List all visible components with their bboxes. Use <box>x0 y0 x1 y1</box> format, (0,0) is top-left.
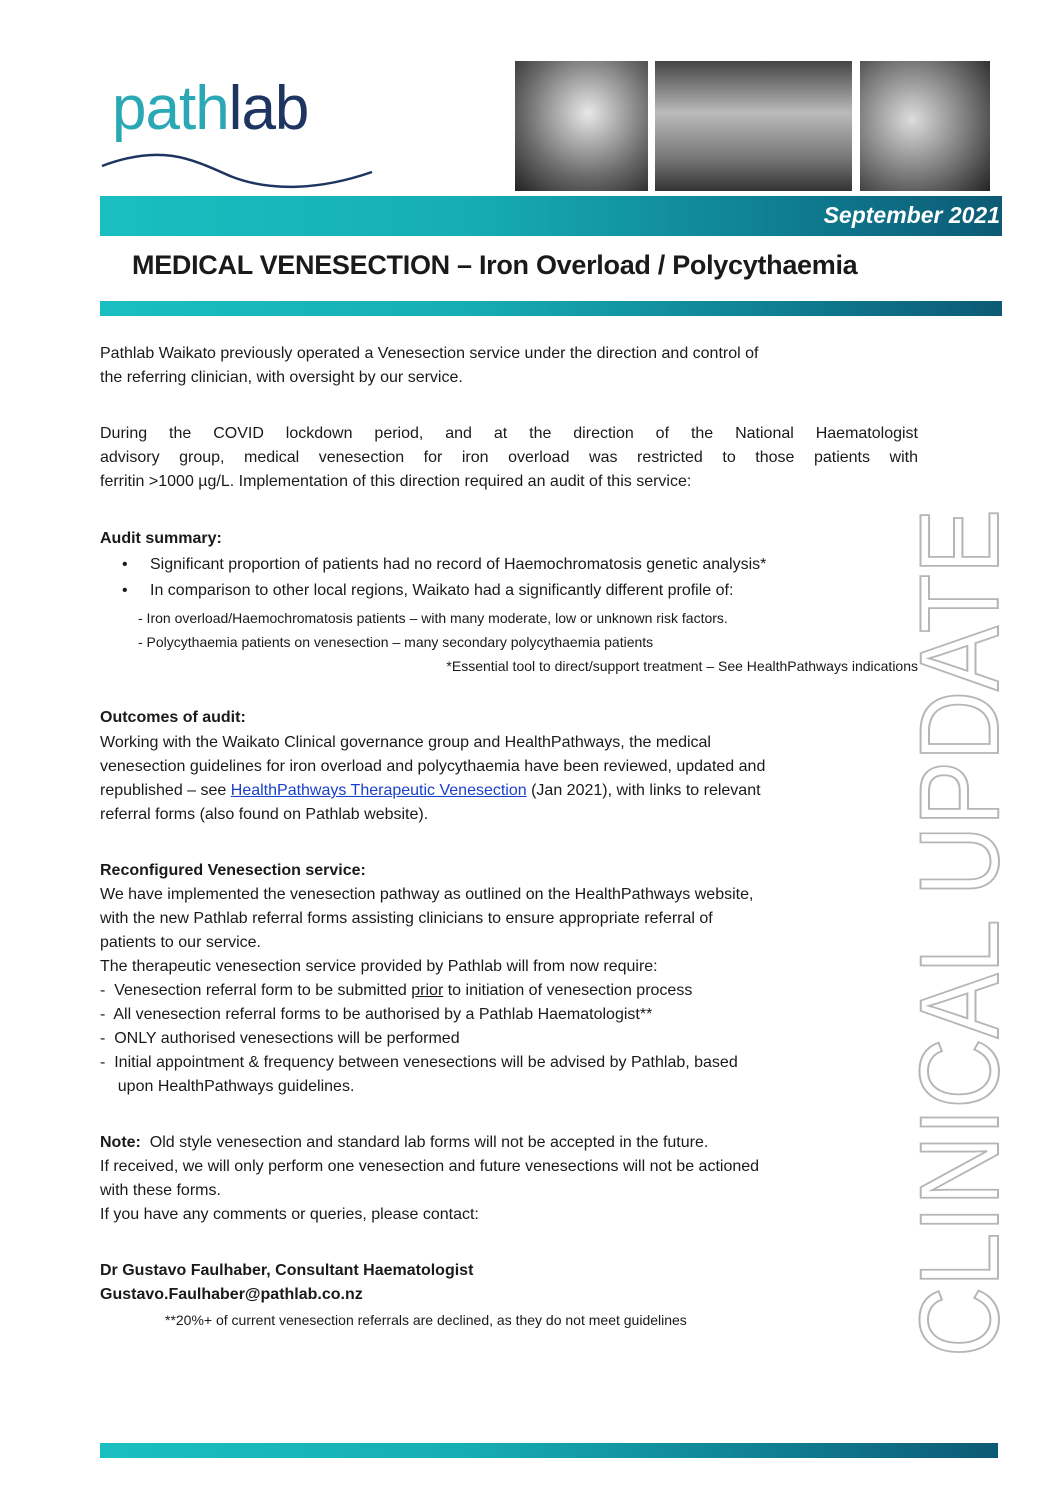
lab-photo-flasks <box>655 61 852 191</box>
issue-date: September 2021 <box>823 202 1000 228</box>
audit-sub: - Polycythaemia patients on venesection – many secondary polycythaemia patients <box>138 634 654 650</box>
contact-name: Dr Gustavo Faulhaber, Consultant Haematologist <box>100 1262 474 1279</box>
bullet-icon: • <box>122 582 128 599</box>
outcomes-line: referral forms (also found on Pathlab website). <box>100 806 429 823</box>
covid-line: advisory group, medical venesection for iron overload was restricted to those patients with <box>100 449 918 466</box>
audit-heading: Audit summary: <box>100 530 222 547</box>
intro-line: the referring clinician, with oversight by our service. <box>100 369 463 386</box>
text: Old style venesection and standard lab forms will not be accepted in the future. <box>140 1134 709 1151</box>
audit-bullet: In comparison to other local regions, Waikato had a significantly different profile of: <box>150 582 734 599</box>
reconfig-line: The therapeutic venesection service provided by Pathlab will from now require: <box>100 958 658 975</box>
intro-line: Pathlab Waikato previously operated a Venesection service under the direction and control of <box>100 345 759 362</box>
pathlab-logo <box>112 74 309 143</box>
outcomes-heading: Outcomes of audit: <box>100 709 246 726</box>
covid-line: During the COVID lockdown period, and at the direction of the National Haematologist <box>100 425 918 442</box>
footer-divider <box>100 1443 998 1458</box>
note-line: If received, we will only perform one venesection and future venesections will not be actioned <box>100 1158 760 1175</box>
text: (Jan 2021), with links to relevant <box>526 782 761 799</box>
requirement: upon HealthPathways guidelines. <box>100 1078 355 1095</box>
logo-lab: lab <box>228 74 309 143</box>
declined-footnote: **20%+ of current venesection referrals are declined, as they do not meet guidelines <box>165 1312 687 1328</box>
outcomes-line: Working with the Waikato Clinical governance group and HealthPathways, the medical <box>100 734 711 751</box>
requirement: - All venesection referral forms to be authorised by a Pathlab Haematologist** <box>100 1006 653 1023</box>
logo-path: path <box>112 74 229 143</box>
note-line: with these forms. <box>100 1182 221 1199</box>
bullet-icon: • <box>122 556 128 573</box>
audit-bullet: Significant proportion of patients had no record of Haemochromatosis genetic analysis* <box>150 556 767 573</box>
text: - Venesection referral form to be submitted <box>100 982 412 999</box>
audit-footnote: *Essential tool to direct/support treatment – See HealthPathways indications <box>446 658 918 674</box>
side-label-text: CLINICAL UPDATE <box>897 379 1022 1357</box>
reconfig-line: with the new Pathlab referral forms assisting clinicians to ensure appropriate referral of <box>100 910 713 927</box>
lab-photo-glassware <box>860 61 990 191</box>
page-title: MEDICAL VENESECTION – Iron Overload / Polycythaemia <box>132 250 858 280</box>
outcomes-line <box>100 781 761 801</box>
contact-email[interactable]: Gustavo.Faulhaber@pathlab.co.nz <box>100 1286 363 1303</box>
text: to initiation of venesection process <box>443 982 693 999</box>
reconfig-line: We have implemented the venesection pathway as outlined on the HealthPathways website, <box>100 886 754 903</box>
healthpathways-link[interactable]: HealthPathways Therapeutic Venesection <box>230 782 527 799</box>
note-line <box>100 1133 708 1153</box>
clinical-update-label <box>897 379 1022 1360</box>
outcomes-line: venesection guidelines for iron overload and polycythaemia have been reviewed, updated and <box>100 758 766 775</box>
audit-sub: - Iron overload/Haemochromatosis patients – with many moderate, low or unknown risk factors. <box>138 610 728 626</box>
lab-photo-test-tubes <box>515 61 648 191</box>
requirement: - Initial appointment & frequency between venesections will be advised by Pathlab, based <box>100 1054 738 1071</box>
wave-icon <box>100 148 380 198</box>
note-label: Note: <box>100 1134 141 1151</box>
reconfig-line: patients to our service. <box>100 934 261 951</box>
requirement <box>100 981 692 1001</box>
covid-line: ferritin >1000 µg/L. Implementation of this direction required an audit of this service: <box>100 473 692 490</box>
reconfig-heading: Reconfigured Venesection service: <box>100 862 366 879</box>
text: republished – see <box>100 782 231 799</box>
title-divider <box>100 301 1002 316</box>
note-line: If you have any comments or queries, please contact: <box>100 1206 479 1223</box>
requirement: - ONLY authorised venesections will be performed <box>100 1030 460 1047</box>
prior-emphasis: prior <box>411 982 444 999</box>
